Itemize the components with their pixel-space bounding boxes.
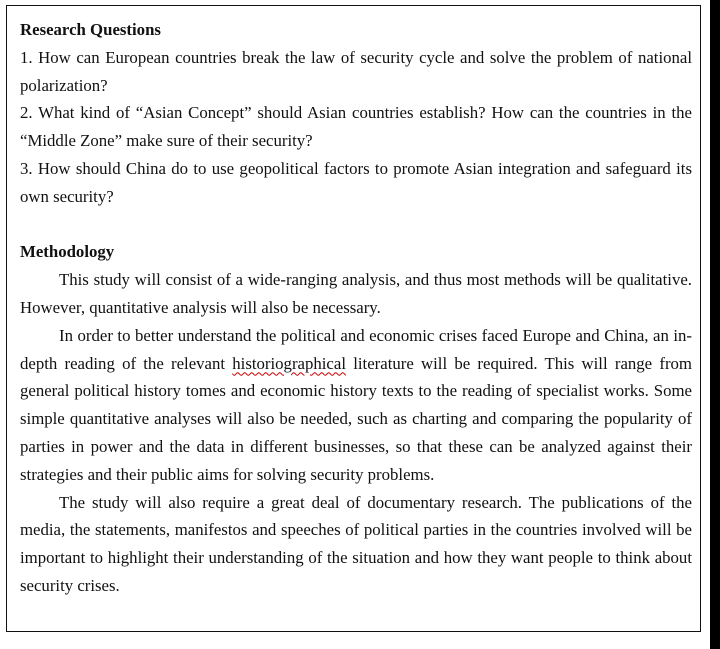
methodology-paragraph-1: This study will consist of a wide-ranging analysis, and thus most methods will be qualitative. However, quantitative analysis will also be necessary. (20, 270, 692, 317)
research-question-1: 1. How can European countries break the law of security cycle and solve the problem of national polarization? (20, 47, 692, 95)
spellcheck-flagged-word[interactable]: historiographical (232, 353, 346, 373)
research-question-3: 3. How should China do to use geopolitical factors to promote Asian integration and safeguard its own security? (20, 158, 692, 206)
blank-line (20, 211, 692, 239)
document-content (20, 16, 692, 600)
methodology-paragraph-2 (20, 322, 692, 489)
screen-edge-strip (710, 0, 720, 649)
paragraph-2-text-start: In order to better understand the political and economic crises faced Europe and China, an in-depth reading of the relevant (20, 325, 692, 373)
research-question-2: 2. What kind of “Asian Concept” should Asian countries establish? How can the countries in the “Middle Zone” make sure of their security? (20, 103, 692, 151)
research-questions-heading: Research Questions (20, 20, 161, 39)
methodology-heading: Methodology (20, 242, 115, 262)
document-text-box (6, 5, 701, 632)
paragraph-2-text-end: literature will be required. This will range from general political history tomes and economic history texts to the reading of specialist works. Some simple quantitative analyses will also be needed, such as charting and comparing the popularity of parties in power and the data in different businesses, so that these can be analyzed against their strategies and their public aims for solving security problems. (20, 353, 692, 484)
methodology-paragraph-3: The study will also require a great deal of documentary research. The publications of the media, the statements, manifestos and speeches of political parties in the countries involved will be important to highlight their understanding of the situation and how they want people to think about security crises. (20, 492, 692, 595)
